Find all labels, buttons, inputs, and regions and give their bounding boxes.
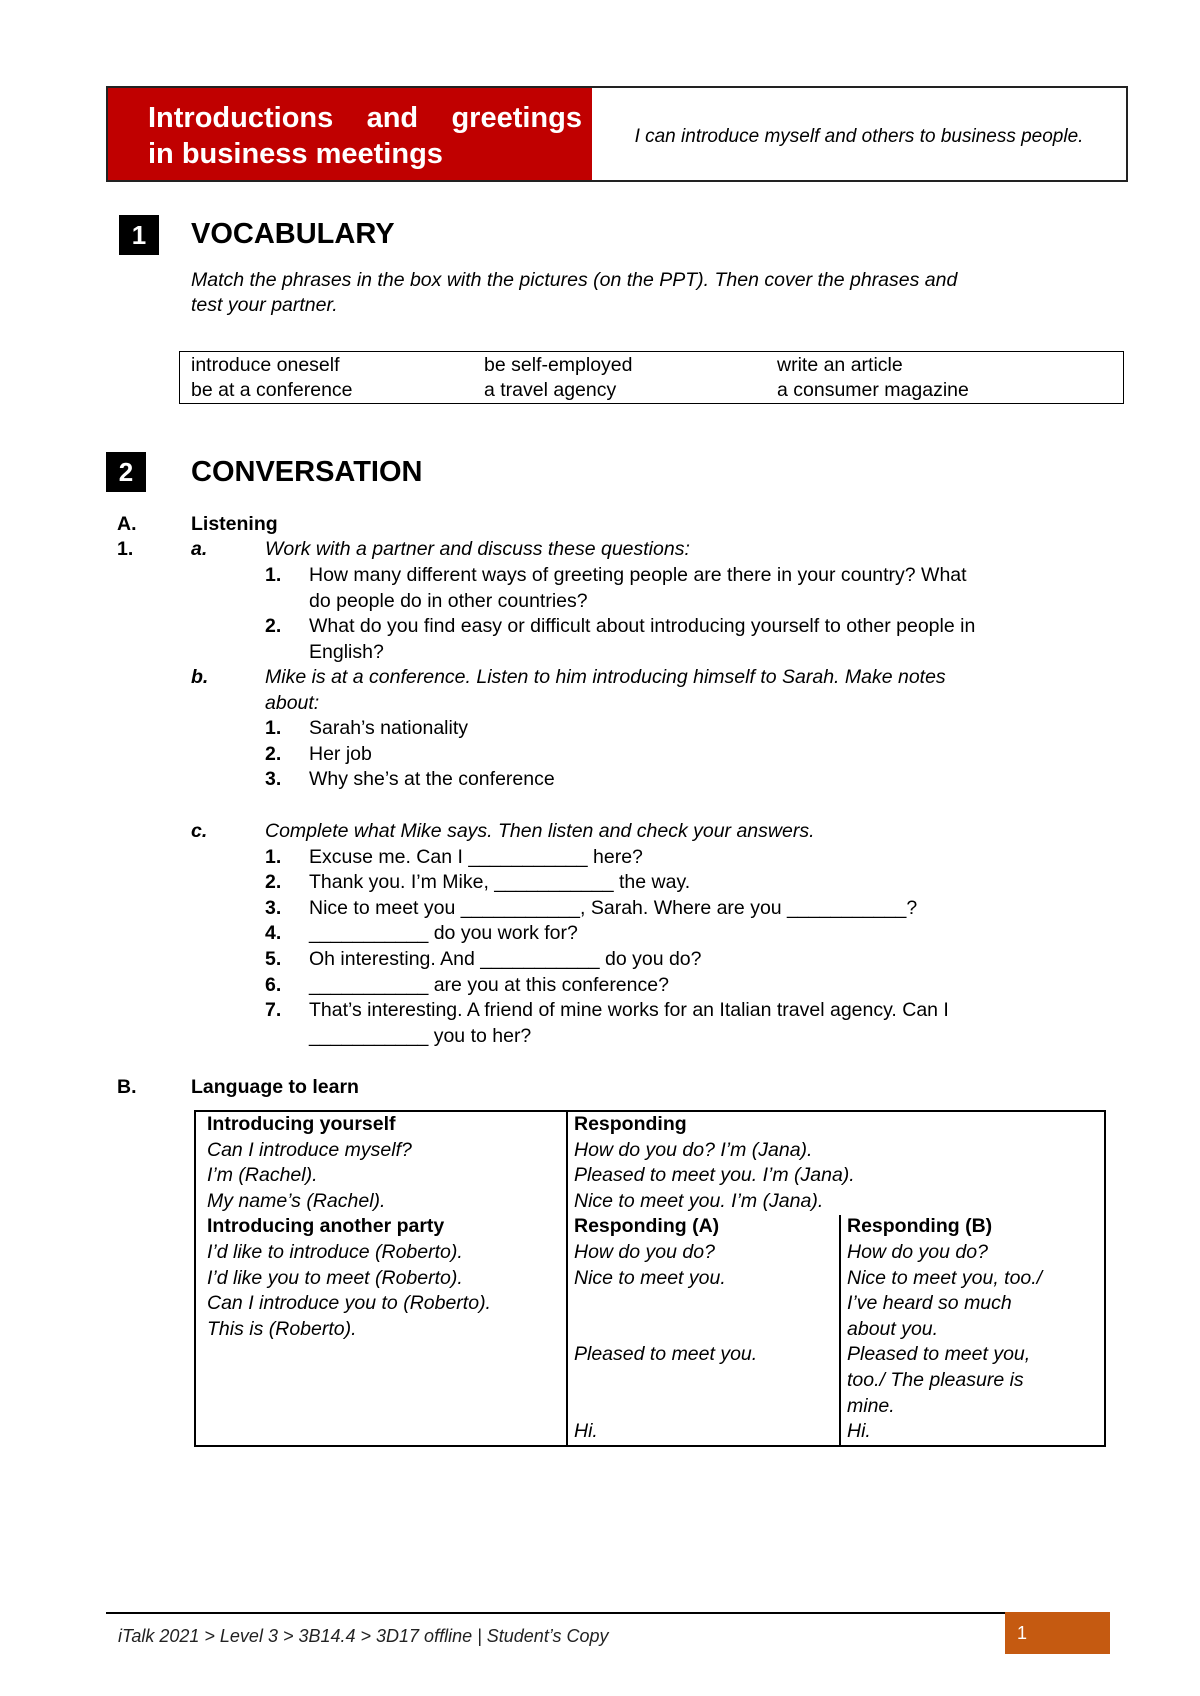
item-a-label: a. bbox=[191, 538, 208, 560]
footer-rule bbox=[106, 1612, 1006, 1614]
phrase: Hi. bbox=[574, 1420, 598, 1443]
section-1-title: VOCABULARY bbox=[191, 218, 395, 250]
phrase: Pleased to meet you. I’m (Jana). bbox=[574, 1164, 855, 1187]
phrase: too./ The pleasure is bbox=[847, 1369, 1024, 1391]
phrase: Pleased to meet you, bbox=[847, 1343, 1031, 1366]
phrase: Can I introduce myself? bbox=[207, 1138, 412, 1161]
question-text: do people do in other countries? bbox=[309, 590, 588, 612]
phrase: I’m (Rachel). bbox=[207, 1164, 318, 1187]
phrase: How do you do? I’m (Jana). bbox=[574, 1138, 813, 1161]
gap-fill-sentence: Oh interesting. And ___________ do you do? bbox=[309, 948, 702, 970]
note-text: Sarah’s nationality bbox=[309, 717, 468, 739]
item-a-text: Work with a partner and discuss these questions: bbox=[265, 538, 690, 560]
gap-fill-sentence: ___________ you to her? bbox=[309, 1025, 532, 1047]
gap-fill-sentence: Thank you. I’m Mike, ___________ the way. bbox=[309, 871, 691, 893]
gap-fill-number: 5. bbox=[265, 948, 282, 970]
note-number: 1. bbox=[265, 717, 282, 739]
item-b-label: b. bbox=[191, 666, 209, 688]
table-heading-introducing-another-party: Introducing another party bbox=[207, 1215, 445, 1238]
phrase: Can I introduce you to (Roberto). bbox=[207, 1292, 491, 1315]
gap-fill-number: 2. bbox=[265, 871, 282, 893]
item-b-text: Mike is at a conference. Listen to him introducing himself to Sarah. Make notes bbox=[265, 666, 946, 688]
section-1-instruction-line-2: test your partner. bbox=[191, 294, 338, 316]
title-line-2: in business meetings bbox=[148, 138, 443, 170]
table-heading-responding-b: Responding (B) bbox=[847, 1215, 993, 1238]
phrase: I’d like you to meet (Roberto). bbox=[207, 1266, 463, 1289]
question-text: How many different ways of greeting people are there in your country? What bbox=[309, 564, 967, 586]
learning-objective: I can introduce myself and others to business people. bbox=[634, 126, 1084, 147]
phrase: My name’s (Rachel). bbox=[207, 1189, 386, 1212]
part-a-number: 1. bbox=[117, 538, 134, 560]
gap-fill-sentence: ___________ are you at this conference? bbox=[309, 974, 669, 996]
footer-text: iTalk 2021 > Level 3 > 3B14.4 > 3D17 offline | Student’s Copy bbox=[118, 1626, 609, 1646]
section-1-number: 1 bbox=[119, 215, 159, 255]
question-text: English? bbox=[309, 641, 384, 663]
question-text: What do you find easy or difficult about introducing yourself to other people in bbox=[309, 615, 976, 637]
phrase: Nice to meet you. I’m (Jana). bbox=[574, 1189, 824, 1212]
language-table bbox=[194, 1110, 1106, 1447]
item-b-text: about: bbox=[265, 692, 320, 714]
item-c-text: Complete what Mike says. Then listen and check your answers. bbox=[265, 820, 815, 842]
table-divider bbox=[839, 1215, 841, 1445]
gap-fill-number: 3. bbox=[265, 897, 282, 919]
page-number: 1 bbox=[1005, 1612, 1110, 1654]
note-number: 3. bbox=[265, 768, 282, 790]
vocab-phrase: be self-employed bbox=[484, 354, 633, 376]
gap-fill-number: 6. bbox=[265, 974, 282, 996]
section-2-number: 2 bbox=[106, 452, 146, 492]
phrase: How do you do? bbox=[574, 1241, 715, 1263]
phrase: Pleased to meet you. bbox=[574, 1343, 758, 1366]
vocab-phrase: a consumer magazine bbox=[777, 379, 969, 401]
part-a-letter: A. bbox=[117, 513, 137, 535]
table-heading-introducing-yourself: Introducing yourself bbox=[207, 1113, 396, 1135]
question-number: 2. bbox=[265, 615, 282, 637]
note-text: Her job bbox=[309, 743, 372, 765]
phrase: Nice to meet you, too./ bbox=[847, 1266, 1043, 1289]
gap-fill-sentence: Nice to meet you ___________, Sarah. Where are you ___________? bbox=[309, 897, 918, 919]
note-text: Why she’s at the conference bbox=[309, 768, 555, 790]
title-word-1: Introductions bbox=[148, 102, 334, 134]
table-heading-responding-a: Responding (A) bbox=[574, 1215, 720, 1238]
header-box bbox=[106, 86, 1128, 182]
item-c-label: c. bbox=[191, 820, 208, 842]
phrase: Hi. bbox=[847, 1420, 871, 1443]
gap-fill-number: 1. bbox=[265, 846, 282, 868]
gap-fill-sentence: Excuse me. Can I ___________ here? bbox=[309, 846, 643, 868]
title-word-3: greetings bbox=[451, 102, 582, 134]
section-1-instruction-line-1: Match the phrases in the box with the pictures (on the PPT). Then cover the phrases and bbox=[191, 269, 958, 291]
table-divider bbox=[566, 1112, 568, 1445]
worksheet-title bbox=[108, 88, 592, 180]
part-b-heading: Language to learn bbox=[191, 1076, 359, 1098]
phrase: I’d like to introduce (Roberto). bbox=[207, 1241, 463, 1263]
gap-fill-number: 4. bbox=[265, 922, 282, 944]
phrase: I’ve heard so much bbox=[847, 1292, 1012, 1315]
phrase: Nice to meet you. bbox=[574, 1266, 726, 1289]
title-word-2: and bbox=[366, 102, 419, 134]
part-b-letter: B. bbox=[117, 1076, 137, 1098]
vocab-phrase: be at a conference bbox=[191, 379, 353, 401]
vocab-phrase: write an article bbox=[777, 354, 903, 376]
gap-fill-number: 7. bbox=[265, 999, 282, 1021]
vocabulary-box bbox=[179, 351, 1124, 404]
phrase: mine. bbox=[847, 1394, 895, 1417]
phrase: This is (Roberto). bbox=[207, 1317, 357, 1340]
phrase: about you. bbox=[847, 1317, 939, 1340]
phrase: How do you do? bbox=[847, 1241, 988, 1263]
note-number: 2. bbox=[265, 743, 282, 765]
vocab-phrase: introduce oneself bbox=[191, 354, 340, 376]
gap-fill-sentence: ___________ do you work for? bbox=[309, 922, 578, 944]
part-a-heading: Listening bbox=[191, 513, 278, 535]
section-2-title: CONVERSATION bbox=[191, 456, 423, 488]
table-heading-responding: Responding bbox=[574, 1113, 687, 1135]
question-number: 1. bbox=[265, 564, 282, 586]
vocab-phrase: a travel agency bbox=[484, 379, 617, 401]
gap-fill-sentence: That’s interesting. A friend of mine works for an Italian travel agency. Can I bbox=[309, 999, 949, 1021]
